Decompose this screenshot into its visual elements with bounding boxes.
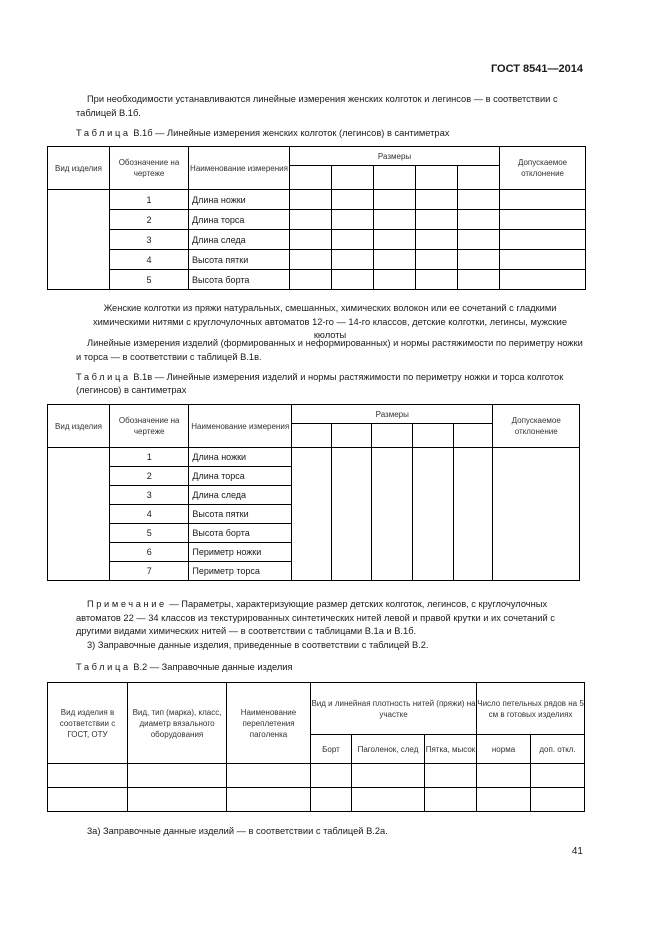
size-cell [453,543,493,562]
size-cell [331,543,372,562]
measure-name-cell: Длина торса [189,467,292,486]
size-cell [292,467,332,486]
drawing-code-cell: 1 [110,448,189,467]
table-cell [531,764,585,788]
table-cell [477,764,531,788]
table-cell [477,788,531,812]
size-cell [413,424,454,448]
size-cell [290,166,332,190]
tolerance-cell [493,543,580,562]
col-weave: Наименование переплетения паголенка [227,683,311,764]
product-type-cell [48,467,110,486]
table-row [48,210,586,230]
table-b2-caption [76,661,584,674]
drawing-code-cell: 3 [110,486,189,505]
table-b1b-caption [76,127,584,140]
col-measure-name: Наименование измерения [189,405,292,448]
size-cell [453,467,493,486]
size-cell [374,166,416,190]
table-cell [48,788,128,812]
size-cell [372,467,413,486]
product-type-cell [48,486,110,505]
col-sizes: Размеры [292,405,493,424]
size-cell [416,270,458,290]
table-row [48,562,580,581]
table-b2 [47,682,585,812]
drawing-code-cell: 6 [110,543,189,562]
size-cell [416,230,458,250]
paragraph-3: 3) Заправочные данные изделия, приведенные в соответствии с таблицей В.2. [87,640,429,650]
product-type-cell [48,543,110,562]
table-row [48,230,586,250]
size-cell [458,190,500,210]
measure-name-cell: Высота пятки [189,250,290,270]
table-cell [425,788,477,812]
measure-name-cell: Длина ножки [189,448,292,467]
table-cell [425,764,477,788]
size-cell [413,467,454,486]
tolerance-cell [500,250,586,270]
size-cell [332,270,374,290]
caption-text: В.1в — Линейные измерения изделий и нормы растяжимости по периметру ножки и торса колготок (легинсов) в сантиметрах [76,372,564,395]
size-cell [458,230,500,250]
drawing-code-cell: 5 [110,270,189,290]
product-type-cell [48,190,110,210]
size-cell [374,210,416,230]
size-cell [292,562,332,581]
paragraph-4: 3а) Заправочные данные изделий — в соответствии с таблицей В.2а. [87,826,388,836]
drawing-code-cell: 7 [110,562,189,581]
tolerance-cell [500,210,586,230]
size-cell [372,505,413,524]
size-cell [292,543,332,562]
drawing-code-cell: 2 [110,210,189,230]
tolerance-cell [493,448,580,467]
size-cell [413,543,454,562]
table-b1v-caption [76,371,584,397]
product-type-cell [48,270,110,290]
size-cell [332,166,374,190]
size-cell [372,424,413,448]
col-measure-name: Наименование измерения [189,147,290,190]
size-cell [332,230,374,250]
col-tolerance: Допускаемое отклонение [493,405,580,448]
measure-name-cell: Высота борта [189,524,292,543]
tolerance-cell [493,524,580,543]
tolerance-cell [493,562,580,581]
size-cell [458,210,500,230]
product-type-cell [48,448,110,467]
size-cell [413,486,454,505]
size-cell [416,210,458,230]
size-cell [331,424,372,448]
size-cell [413,524,454,543]
drawing-code-cell: 2 [110,467,189,486]
col-tolerance: Допускаемое отклонение [500,147,586,190]
size-cell [374,250,416,270]
caption-label: Таблица [76,128,131,138]
table-row [48,270,586,290]
table-row [48,190,586,210]
table-cell [531,788,585,812]
size-cell [290,270,332,290]
size-cell [458,270,500,290]
col-drawing-code: Обозначение на чертеже [110,147,189,190]
size-cell [453,524,493,543]
tolerance-cell [493,467,580,486]
product-type-cell [48,505,110,524]
tolerance-cell [500,270,586,290]
size-cell [372,448,413,467]
intro-paragraph: При необходимости устанавливаются линейные измерения женских колготок и легинсов — в соответствии с таблицей В.1б. [76,94,558,118]
standard-number: ГОСТ 8541—2014 [490,63,583,75]
drawing-code-cell: 5 [110,524,189,543]
section-heading: Женские колготки из пряжи натуральных, смешанных, химических волокон или ее сочетаний с гладкими химическими нитями с круглочулочных автоматов 12-го — 14-го классов, детские колготки, легинсы, мужские кюлоты [92,303,568,340]
size-cell [331,448,372,467]
note-text: — Параметры, характеризующие размер детских колготок, легинсов, с круглочулочных автоматов 22 — 34 классов из текстурированных синтетических нитей левой и правой крутки и их сочетаний с другими видами химических нитей — в соответствии с таблицами В.1а и В.1б. [76,599,555,636]
size-cell [290,250,332,270]
table-cell [311,764,352,788]
measure-name-cell: Периметр торса [189,562,292,581]
size-cell [374,270,416,290]
size-cell [332,210,374,230]
caption-text: В.1б — Линейные измерения женских колготок (легинсов) в сантиметрах [133,128,450,138]
drawing-code-cell: 4 [110,250,189,270]
size-cell [292,505,332,524]
size-cell [290,230,332,250]
paragraph-2: Линейные измерения изделий (формированных и неформированных) и нормы растяжимости по периметру ножки и торса — в соответствии с таблицей В.1в. [76,338,583,362]
tolerance-cell [493,486,580,505]
size-cell [331,486,372,505]
note-label: Примечание [87,599,167,609]
size-cell [453,424,493,448]
caption-label: Таблица [76,372,131,382]
size-cell [413,448,454,467]
size-cell [331,524,372,543]
measure-name-cell: Периметр ножки [189,543,292,562]
tolerance-cell [500,190,586,210]
product-type-cell [48,524,110,543]
table-row [48,486,580,505]
size-cell [290,190,332,210]
size-cell [453,448,493,467]
size-cell [292,524,332,543]
sub-leg-foot: Паголенок, след [352,735,425,764]
table-cell [48,764,128,788]
measure-name-cell: Длина следа [189,486,292,505]
size-cell [331,467,372,486]
table-row [48,448,580,467]
table-cell [227,788,311,812]
size-cell [374,190,416,210]
size-cell [453,505,493,524]
product-type-cell [48,562,110,581]
size-cell [413,562,454,581]
product-type-cell [48,210,110,230]
sub-norm: норма [477,735,531,764]
size-cell [292,486,332,505]
size-cell [372,486,413,505]
size-cell [458,166,500,190]
caption-label: Таблица [76,662,131,672]
table-cell [128,788,227,812]
tolerance-cell [500,230,586,250]
col-loop-rows: Число петельных рядов на 5 см в готовых изделиях [477,683,585,735]
table-b1b [47,146,586,290]
size-cell [453,486,493,505]
product-type-cell [48,230,110,250]
size-cell [413,505,454,524]
size-cell [331,562,372,581]
col-sizes: Размеры [290,147,500,166]
table-cell [227,764,311,788]
table-row [48,543,580,562]
measure-name-cell: Длина следа [189,230,290,250]
table-row [48,250,586,270]
measure-name-cell: Длина торса [189,210,290,230]
size-cell [453,562,493,581]
col-product-type: Вид изделия [48,147,110,190]
size-cell [372,524,413,543]
size-cell [332,250,374,270]
size-cell [292,424,332,448]
col-product-type: Вид изделия в соответствии с ГОСТ, ОТУ [48,683,128,764]
table-cell [311,788,352,812]
product-type-cell [48,250,110,270]
table-row [48,524,580,543]
drawing-code-cell: 4 [110,505,189,524]
tolerance-cell [493,505,580,524]
sub-bort: Борт [311,735,352,764]
sub-deviation: доп. откл. [531,735,585,764]
size-cell [374,230,416,250]
size-cell [372,562,413,581]
drawing-code-cell: 1 [110,190,189,210]
measure-name-cell: Высота пятки [189,505,292,524]
sub-heel-toe: Пятка, мысок [425,735,477,764]
table-cell [352,764,425,788]
measure-name-cell: Высота борта [189,270,290,290]
table-cell [128,764,227,788]
col-yarn: Вид и линейная плотность нитей (пряжи) на участке [311,683,477,735]
size-cell [458,250,500,270]
size-cell [372,543,413,562]
table-row [48,505,580,524]
col-drawing-code: Обозначение на чертеже [110,405,189,448]
measure-name-cell: Длина ножки [189,190,290,210]
size-cell [416,166,458,190]
table-row [48,467,580,486]
drawing-code-cell: 3 [110,230,189,250]
size-cell [331,505,372,524]
size-cell [290,210,332,230]
note [76,598,584,639]
col-product-type: Вид изделия [48,405,110,448]
caption-text: В.2 — Заправочные данные изделия [133,662,293,672]
page-number: 41 [571,846,583,857]
size-cell [416,190,458,210]
size-cell [292,448,332,467]
table-cell [352,788,425,812]
col-equipment: Вид, тип (марка), класс, диаметр вязального оборудования [128,683,227,764]
table-b1v [47,404,580,581]
size-cell [332,190,374,210]
size-cell [416,250,458,270]
